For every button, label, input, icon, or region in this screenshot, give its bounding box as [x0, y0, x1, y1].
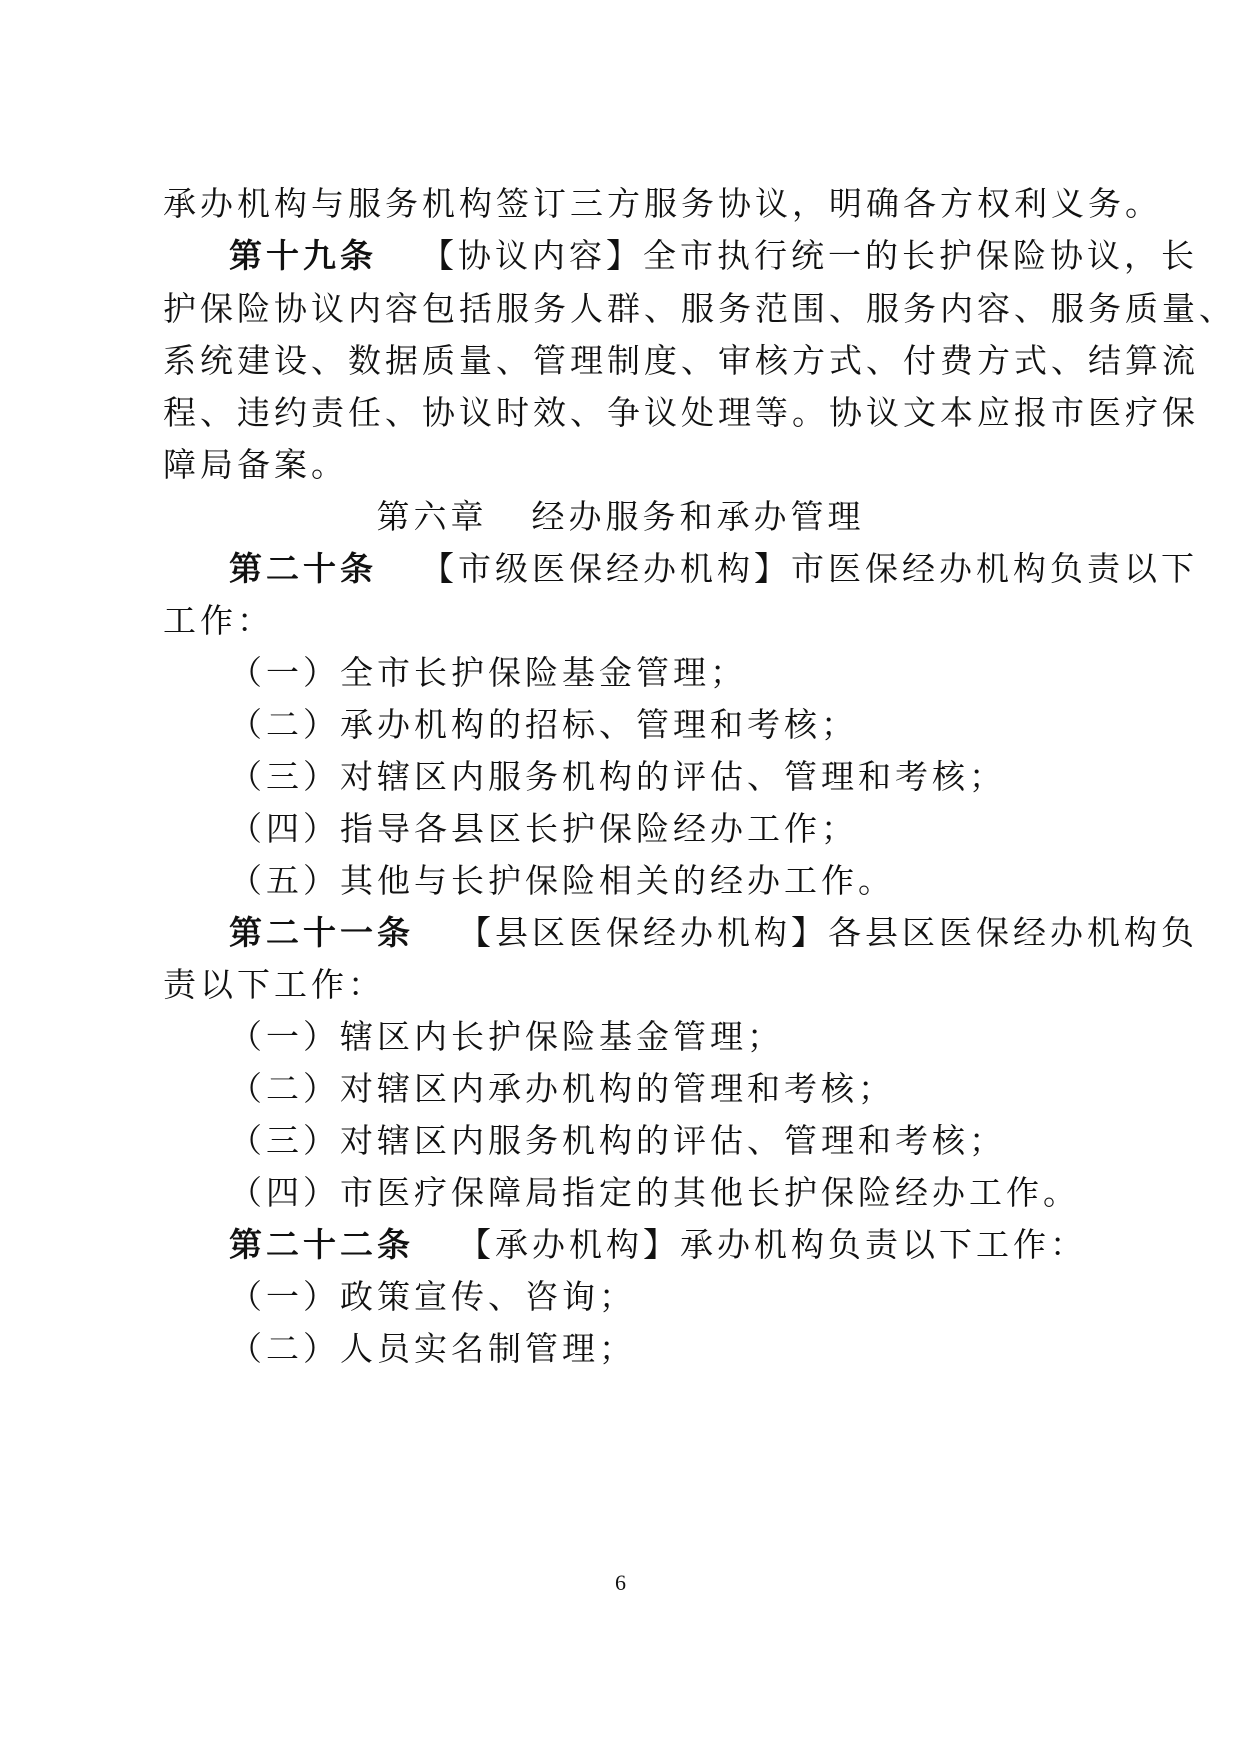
chapter-title: 第六章 经办服务和承办管理 [376, 497, 865, 536]
paragraph-line: 责以下工作： [163, 965, 385, 1004]
list-item: （二）承办机构的招标、管理和考核； [229, 705, 858, 744]
list-item: （五）其他与长护保险相关的经办工作。 [229, 861, 895, 900]
list-item: （三）对辖区内服务机构的评估、管理和考核； [229, 1121, 1006, 1160]
paragraph-line: 障局备案。 [163, 445, 348, 484]
page-number: 6 [615, 1570, 626, 1595]
list-item: （二）对辖区内承办机构的管理和考核； [229, 1069, 895, 1108]
paragraph-line: 承办机构与服务机构签订三方服务协议，明确各方权利义务。 [163, 184, 1162, 223]
list-item: （一）政策宣传、咨询； [229, 1277, 636, 1316]
article-number: 第二十条 [229, 549, 377, 588]
paragraph-line: 护保险协议内容包括服务人群、服务范围、服务内容、服务质量、 [163, 289, 1236, 328]
list-item: （四）市医疗保障局指定的其他长护保险经办工作。 [229, 1173, 1080, 1212]
article-number: 第十九条 [229, 236, 377, 275]
paragraph-line: 系统建设、数据质量、管理制度、审核方式、付费方式、结算流 [163, 341, 1199, 380]
list-item: （一）全市长护保险基金管理； [229, 653, 747, 692]
article-22-heading-line: 第二十二条 【承办机构】承办机构负责以下工作： [229, 1225, 1087, 1264]
article-number: 第二十二条 [229, 1225, 414, 1264]
article-21-heading-line: 第二十一条 【县区医保经办机构】各县区医保经办机构负 [229, 913, 1198, 952]
article-number: 第二十一条 [229, 913, 414, 952]
article-20-heading-line: 第二十条 【市级医保经办机构】市医保经办机构负责以下 [229, 549, 1198, 588]
list-item: （二）人员实名制管理； [229, 1329, 636, 1368]
list-item: （三）对辖区内服务机构的评估、管理和考核； [229, 757, 1006, 796]
article-19-heading-line: 第十九条 【协议内容】全市执行统一的长护保险协议，长 [229, 236, 1198, 275]
list-item: （一）辖区内长护保险基金管理； [229, 1017, 784, 1056]
paragraph-line: 工作： [163, 601, 274, 640]
paragraph-line: 程、违约责任、协议时效、争议处理等。协议文本应报市医疗保 [163, 393, 1199, 432]
list-item: （四）指导各县区长护保险经办工作； [229, 809, 858, 848]
